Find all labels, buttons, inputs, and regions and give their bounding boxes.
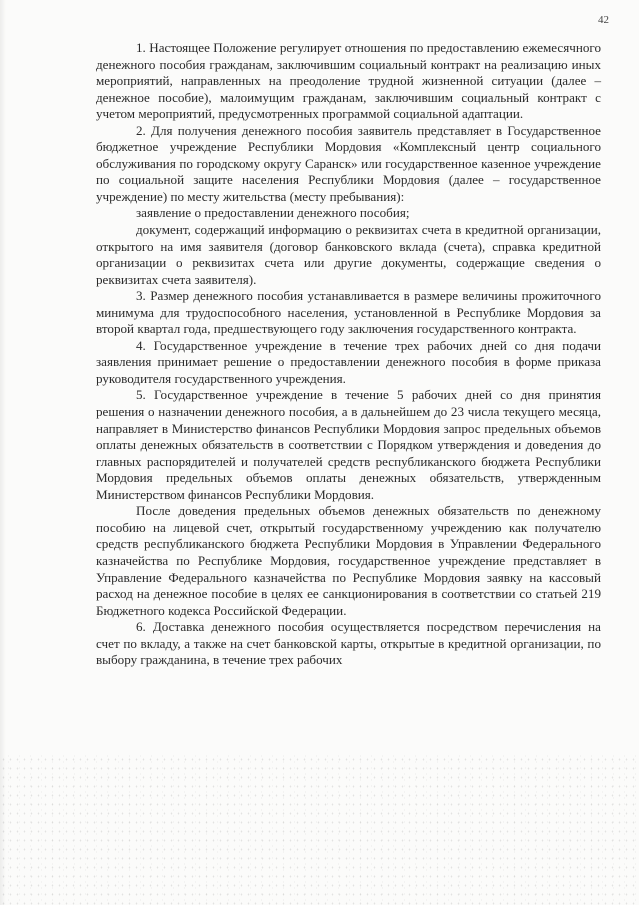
paragraph-5: 5. Государственное учреждение в течение 5 рабочих дней со дня принятия решения о назначении денежного пособия, а в дальнейшем до 23 числа текущего месяца, направляет в Министерство финансов Республики Мордовия запрос предельных объемов оплаты денежных обязательств в соответствии с Порядком утверждения и доведения до главных распорядителей и получателей средств республиканского бюджета Республики Мордовия предельных объемов оплаты денежных обязательств, утвержденным Министерством финансов Республики Мордовия. — [96, 387, 601, 502]
scan-edge-shadow — [0, 0, 6, 905]
document-body — [96, 40, 601, 669]
page-number: 42 — [598, 14, 609, 26]
paragraph-2-item-1: заявление о предоставлении денежного пособия; — [136, 205, 410, 221]
scan-noise-texture — [0, 755, 639, 905]
paragraph-2-item-2: документ, содержащий информацию о реквизитах счета в кредитной организации, открытого на имя заявителя (договор банковского вклада (счета), справка кредитной организации о реквизитах счета или другие документы, содержащие сведения о реквизитах счета заявителя). — [96, 222, 601, 287]
paragraph-5-continued: После доведения предельных объемов денежных обязательств по денежному пособию на лицевой счет, открытый государственному учреждению как получателю средств республиканского бюджета Республики Мордовия в Управлении Федерального казначейства по Республике Мордовия, государственное учреждение представляет в Управление Федерального казначейства по Республике Мордовия заявку на кассовый расход на денежное пособие в целях ее санкционирования в соответствии со статьей 219 Бюджетного кодекса Российской Федерации. — [96, 503, 601, 618]
paragraph-4: 4. Государственное учреждение в течение трех рабочих дней со дня подачи заявления принимает решение о предоставлении денежного пособия в форме приказа руководителя государственного учреждения. — [96, 337, 601, 386]
paragraph-6: 6. Доставка денежного пособия осуществляется посредством перечисления на счет по вкладу, а также на счет банковской карты, открытые в кредитной организации, по выбору гражданина, в течение трех рабочих — [96, 619, 601, 668]
paragraph-2: 2. Для получения денежного пособия заявитель представляет в Государственное бюджетное учреждение Республики Мордовия «Комплексный центр социального обслуживания по городскому округу Саранск» или государственное казенное учреждение по социальной защите населения Республики Мордовия (далее – государственное учреждение) по месту жительства (месту пребывания): — [96, 122, 601, 204]
paragraph-3: 3. Размер денежного пособия устанавливается в размере величины прожиточного минимума для трудоспособного населения, установленной в Республике Мордовия за второй квартал года, предшествующего году заключения государственного контракта. — [96, 288, 601, 337]
paragraph-1: 1. Настоящее Положение регулирует отношения по предоставлению ежемесячного денежного пособия гражданам, заключившим социальный контракт на реализацию иных мероприятий, направленных на преодоление трудной жизненной ситуации (далее – денежное пособие), малоимущим гражданам, заключившим социальный контракт с учетом мероприятий, предусмотренных программой социальной адаптации. — [96, 40, 601, 122]
